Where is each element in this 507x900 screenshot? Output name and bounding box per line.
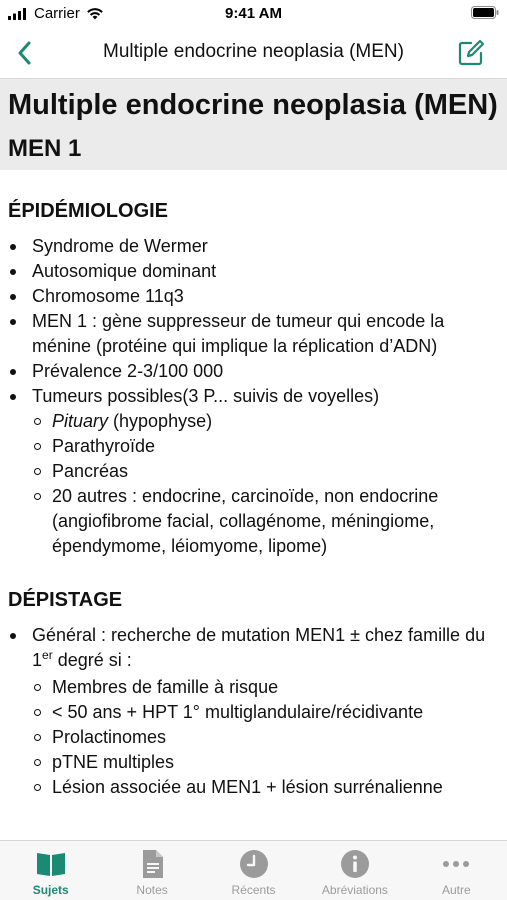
section-title: MEN 1 — [0, 130, 507, 170]
list-item: MEN 1 : gène suppresseur de tumeur qui encode la ménine (protéine qui implique la réplication d’ADN) — [0, 309, 507, 359]
sub-list-item: Pancréas — [32, 459, 495, 484]
screening-sublist — [32, 675, 495, 800]
more-icon — [441, 849, 471, 879]
sub-list-item: Membres de famille à risque — [32, 675, 495, 700]
general-text: Général : recherche de mutation MEN1 ± chez famille du 1 — [32, 625, 486, 670]
superscript: er — [42, 648, 53, 662]
general-text-end: degré si : — [52, 650, 132, 670]
tab-label: Autre — [441, 883, 471, 897]
sub-list-item: Prolactinomes — [32, 725, 495, 750]
epidemiology-heading: ÉPIDÉMIOLOGIE — [8, 200, 169, 222]
nav-title: Multiple endocrine neoplasia (MEN) — [103, 41, 404, 62]
epidemiology-list — [0, 234, 507, 559]
tab-autre[interactable] — [406, 841, 507, 900]
list-item-general — [0, 623, 507, 800]
tab-abreviations[interactable] — [304, 841, 405, 900]
book-icon — [36, 849, 66, 879]
tab-recents[interactable] — [203, 841, 304, 900]
info-icon — [340, 849, 370, 879]
battery-icon — [471, 6, 499, 19]
screening-list — [0, 623, 507, 800]
navigation-bar — [0, 28, 507, 79]
sub-list-item: < 50 ans + HPT 1° multiglandulaire/récidivante — [32, 700, 495, 725]
tab-label: Sujets — [32, 883, 69, 897]
list-item: Chromosome 11q3 — [0, 284, 507, 309]
tab-notes[interactable] — [101, 841, 202, 900]
list-item-tumors — [0, 384, 507, 559]
sub-list-item: Parathyroïde — [32, 434, 495, 459]
status-bar — [0, 0, 507, 28]
tab-sujets[interactable] — [0, 841, 101, 900]
sub-list-item: 20 autres : endocrine, carcinoïde, non endocrine (angiofibrome facial, collagénome, méningiome, épendymome, léiomyome, lipome) — [32, 484, 495, 559]
sub-list-item: pTNE multiples — [32, 750, 495, 775]
list-item-text: Tumeurs possibles(3 P... suivis de voyelles) — [32, 386, 380, 406]
article-content[interactable] — [0, 79, 507, 841]
sub-list-item — [32, 409, 495, 434]
list-item: Prévalence 2-3/100 000 — [0, 359, 507, 384]
pituary-italic: Pituary — [52, 411, 109, 431]
pituary-rest: (hypophyse) — [108, 411, 213, 431]
compose-icon[interactable] — [457, 39, 485, 67]
clock-icon — [239, 849, 269, 879]
list-item: Syndrome de Wermer — [0, 234, 507, 259]
tab-label: Abréviations — [321, 883, 388, 897]
status-time: 9:41 AM — [225, 5, 282, 22]
back-chevron-icon[interactable] — [10, 38, 40, 68]
screening-heading: DÉPISTAGE — [8, 589, 123, 611]
document-icon — [137, 849, 167, 879]
sub-list-item: Lésion associée au MEN1 + lésion surrénalienne — [32, 775, 495, 800]
list-item: Autosomique dominant — [0, 259, 507, 284]
tumors-sublist — [32, 409, 495, 559]
tab-label: Récents — [231, 883, 276, 897]
carrier-label: Carrier — [34, 5, 80, 22]
tab-label: Notes — [136, 883, 168, 897]
page-title: Multiple endocrine neoplasia (MEN) — [0, 79, 507, 130]
tab-bar — [0, 840, 507, 900]
